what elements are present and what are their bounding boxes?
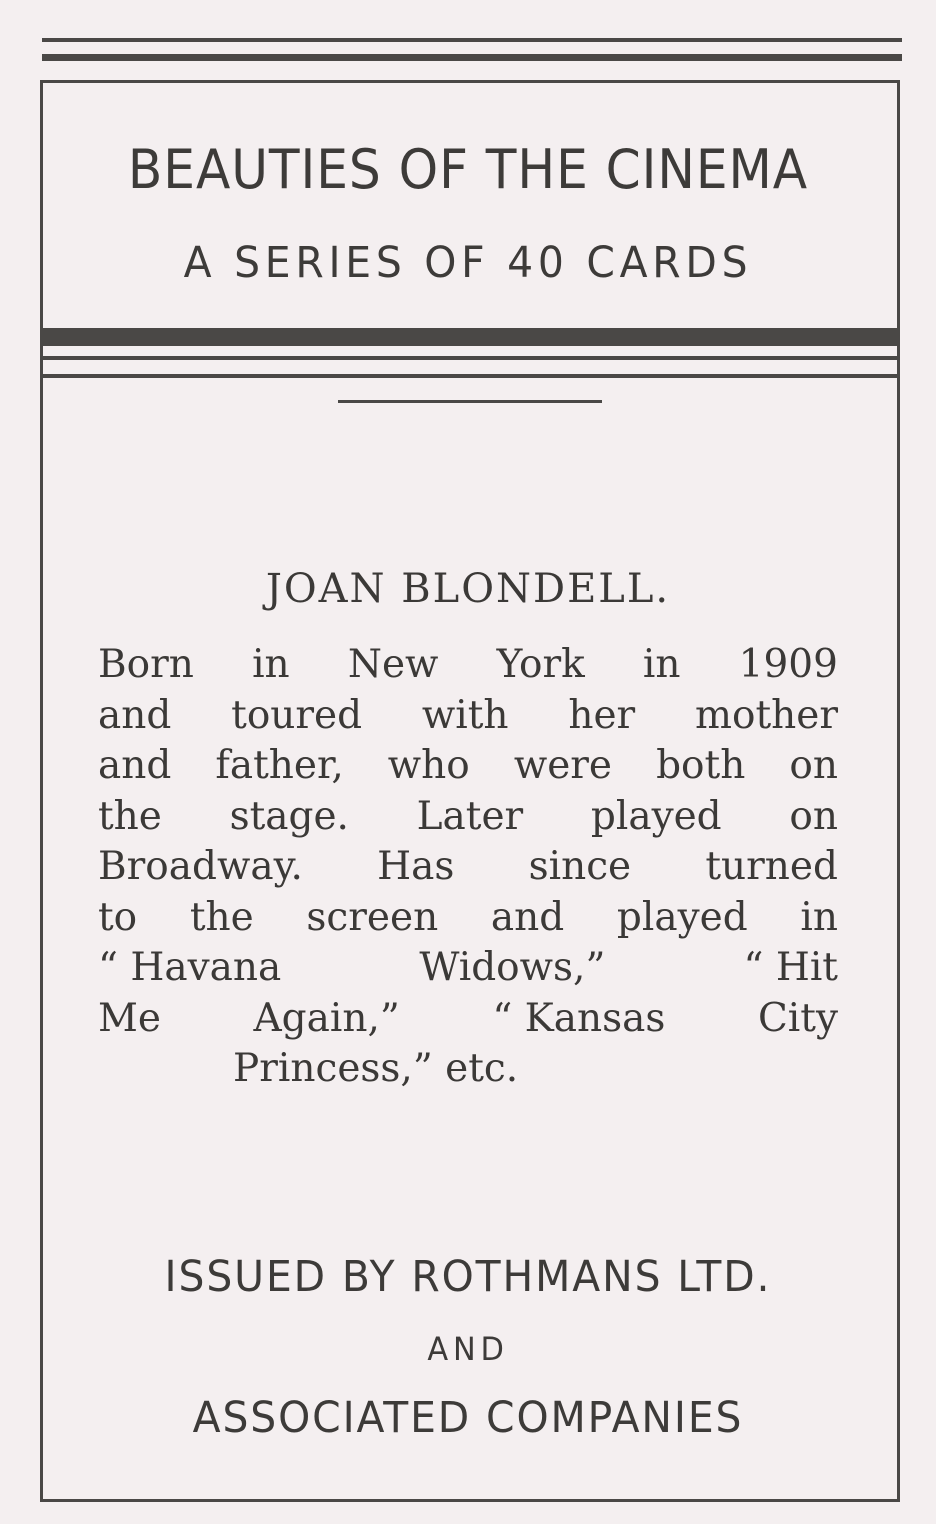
issuer-line: ISSUED BY ROTHMANS LTD. — [164, 1252, 772, 1302]
bio-word: “ Kansas — [492, 995, 666, 1041]
issuer-conjunction: AND — [427, 1330, 509, 1368]
bio-word: the — [98, 793, 162, 839]
bio-word: York — [496, 642, 585, 687]
bio-word: in — [800, 894, 838, 940]
bio-word: played — [616, 894, 748, 940]
bio-word: and — [98, 743, 172, 788]
bio-word: toured — [231, 692, 363, 738]
bio-line — [98, 741, 838, 792]
bio-word: the — [189, 894, 254, 940]
bio-word: on — [789, 793, 838, 839]
bio-word: played — [590, 793, 722, 839]
bio-word: who — [387, 743, 470, 788]
bio-word: Me — [98, 995, 162, 1041]
actress-name: JOAN BLONDELL. — [265, 566, 671, 612]
bio-word: on — [789, 743, 838, 788]
bio-line — [98, 842, 838, 893]
bio-word: New — [347, 642, 439, 687]
top-rule-thin — [42, 38, 902, 42]
bio-word: mother — [695, 692, 838, 738]
top-rule-thick — [42, 54, 902, 61]
bio-line — [98, 994, 838, 1045]
bio-word: with — [421, 692, 509, 738]
series-subtitle: A SERIES OF 40 CARDS — [183, 238, 753, 288]
bio-word: Princess,” etc. — [233, 1046, 519, 1091]
section-divider — [338, 400, 602, 403]
bio-word: and — [490, 894, 565, 940]
series-title: BEAUTIES OF THE CINEMA — [127, 138, 809, 201]
bio-word: Later — [416, 793, 524, 839]
bio-word: turned — [705, 844, 838, 889]
bio-word: Widows,” — [419, 945, 606, 990]
bio-word: Again,” — [253, 995, 400, 1041]
bio-word: Has — [377, 844, 455, 889]
issuer-companies: ASSOCIATED COMPANIES — [192, 1393, 744, 1443]
bio-word: were — [513, 743, 613, 788]
bio-line — [98, 640, 838, 691]
bio-word: in — [252, 642, 290, 687]
bio-line — [98, 1044, 838, 1095]
bio-word: both — [656, 743, 746, 788]
biography-text — [98, 640, 838, 1095]
bio-word: City — [757, 995, 838, 1041]
bio-word: in — [642, 642, 681, 687]
bio-word: her — [568, 692, 636, 738]
bio-line — [98, 893, 838, 944]
bio-word: Born — [98, 642, 194, 687]
bio-word: and — [98, 692, 172, 738]
bio-word: “ Havana — [98, 945, 282, 990]
header-rule-thin-1 — [40, 356, 898, 360]
bio-line — [98, 691, 838, 742]
bio-word: 1909 — [738, 642, 838, 687]
header-rule-thin-2 — [40, 374, 898, 378]
bio-word: since — [528, 844, 632, 889]
bio-word: to — [98, 894, 138, 940]
bio-word: father, — [215, 743, 344, 788]
bio-line — [98, 792, 838, 843]
bio-word: “ Hit — [743, 945, 838, 990]
header-rule-thick — [40, 328, 898, 346]
bio-line — [98, 943, 838, 994]
bio-word: screen — [306, 894, 439, 940]
bio-word: Broadway. — [98, 844, 303, 889]
bio-word: stage. — [229, 793, 349, 839]
